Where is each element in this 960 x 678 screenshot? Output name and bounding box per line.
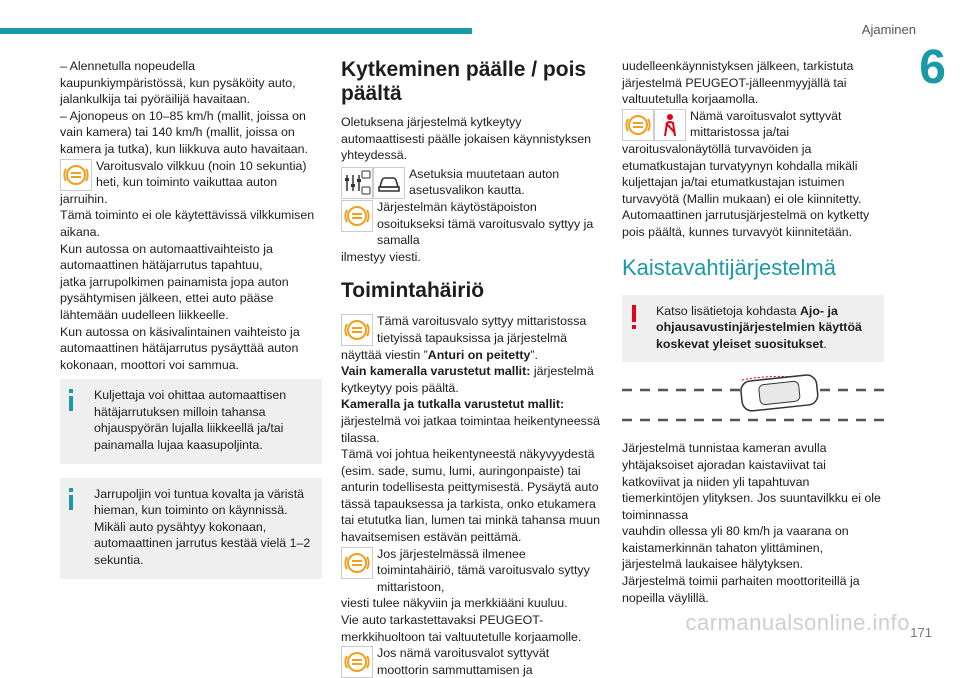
heading-on-off: Kytkeminen päälle / pois päältä	[341, 58, 587, 105]
emergency-braking-warning-icon	[341, 547, 373, 579]
paragraph: Kun autossa on automaattivaihteisto ja automaattinen hätäjarrutus tapahtuu,	[60, 241, 273, 273]
paragraph: jatka jarrupolkimen painamista jopa auton pysähtymisen jälkeen, ettei auto pääse lähtemään uudelleen liikkeelle.	[60, 274, 289, 322]
heading-fault: Toimintahäiriö	[341, 279, 485, 303]
paragraph: Kun autossa on käsivalintainen vaihteisto ja automaattinen hätäjarrutus pysäyttää auton kokonaan, moottori voi sammua.	[60, 324, 300, 372]
emergency-braking-off-icon	[341, 200, 373, 232]
paragraph: – Alennetulla nopeudella kaupunkiympäristössä, kun pysäköity auto, jalankulkija tai pyöräilijä havaitaan.	[60, 59, 296, 107]
heading-lane-keeping: Kaistavahtijärjestelmä	[622, 254, 836, 280]
chapter-number: 6	[919, 41, 946, 94]
paragraph: Vain kameralla varustetut mallit: järjestelmä kytkeytyy pois päältä.	[341, 364, 594, 395]
watermark: carmanualsonline.info	[685, 610, 910, 635]
info-note-text: Kuljettaja voi ohittaa automaattisen hätäjarrutuksen milloin tahansa ohjauspyörän lujalla liikkeellä ja/tai painamalla lujaa kaasupoljinta.	[94, 388, 287, 453]
settings-menu-icon	[341, 167, 373, 199]
icon-paragraph	[341, 199, 603, 249]
icon-paragraph	[341, 546, 603, 596]
paragraph: näyttää viestin ”Anturi on peitetty”.	[341, 347, 538, 362]
column-2	[341, 58, 603, 678]
icon-paragraph-text: Jos nämä varoitusvalot syttyvät moottorin sammuttamisen ja	[377, 646, 550, 677]
paragraph: uudelleenkäynnistyksen jälkeen, tarkistuta järjestelmä PEUGEOT-jälleenmyyjällä tai valtuutetulla korjaamolla.	[622, 59, 854, 107]
warning-note-text: Katso lisätietoja kohdasta Ajo- ja ohjausavustinjärjestelmien käyttöä koskevat yleiset suositukset.	[656, 303, 862, 351]
warning-note	[622, 295, 884, 363]
icon-paragraph	[622, 108, 884, 141]
lane-departure-illustration	[622, 374, 884, 430]
paragraph: – Ajonopeus on 10–85 km/h (mallit, joissa on vain kamera) tai 140 km/h (mallit, joissa on kamera ja tutka), kun liikkuva auto havaitaan.	[60, 108, 308, 156]
emergency-braking-warning-icon	[622, 109, 654, 141]
icon-paragraph-text: Jos järjestelmässä ilmenee toimintahäiriö, tämä varoitusvalo syttyy mittaristoon,	[377, 546, 590, 594]
paragraph: Kameralla ja tutkalla varustetut mallit: järjestelmä voi jatkaa toimintaa heikentyneessä tilassa.	[341, 397, 600, 445]
emergency-braking-warning-icon	[60, 159, 92, 191]
info-note	[60, 379, 322, 463]
paragraph: varoitusvalonäytöllä turvavöiden ja etumatkustajan turvatyynyn kohdalla mikäli kuljettajan ja/tai etumatkustajan istuimen turvavyötä (Mallin mukaan) ei ole kiinnitetty. Automaattinen jarrutusjärjestelmä on kytketty pois päältä, kunnes turvavyöt kiinnitetään.	[622, 141, 870, 239]
paragraph: Tämä toiminto ei ole käytettävissä vilkkumisen aikana.	[60, 208, 315, 239]
icon-paragraph-text: Tämä varoitusvalo syttyy mittaristossa tietyissä tapauksissa ja järjestelmä	[377, 314, 587, 345]
paragraph: Oletuksena järjestelmä kytkeytyy automaattisesti päälle jokaisen käynnistyksen yhteydessä.	[341, 115, 592, 163]
info-note-text: Jarrupoljin voi tuntua kovalta ja väristä hieman, kun toiminto on käynnissä. Mikäli auto pysähtyy kokonaan, automaattinen jarrutus kestää vielä 1–2 sekuntia.	[94, 486, 311, 568]
header-accent-bar	[0, 28, 472, 34]
icon-paragraph	[341, 166, 603, 199]
icon-paragraph	[341, 645, 603, 678]
info-note	[60, 478, 322, 579]
icon-paragraph-text: Asetuksia muutetaan auton asetusvalikon kautta.	[409, 166, 560, 198]
paragraph: viesti tulee näkyviin ja merkkiääni kuuluu.	[341, 596, 568, 611]
column-1	[60, 58, 322, 579]
alert-exclamation-icon	[630, 305, 638, 331]
info-icon	[66, 488, 76, 510]
column-3	[622, 58, 884, 606]
paragraph: Tämä voi johtua heikentyneestä näkyvyydestä (esim. sade, sumu, lumi, auringonpaiste) tai anturin todellisesta peittymisestä. Pysäytä auto tässä tapauksessa ja tarkista, onko etukamera tai etututka lian, lumen tai minkä tahansa muun havaitsemisen estävän peittämä.	[341, 447, 600, 545]
page-number: 171	[910, 625, 932, 640]
icon-paragraph-text: Järjestelmän käytöstäpoiston osoitukseksi tämä varoitusvalo syttyy ja samalla	[377, 199, 594, 248]
seatbelt-warning-icon	[654, 109, 686, 141]
paragraph: Vie auto tarkastettavaksi PEUGEOT-merkkihuoltoon tai valtuutetulle korjaamolle.	[341, 613, 582, 644]
car-icon	[373, 167, 405, 199]
icon-paragraph	[60, 158, 322, 191]
icon-paragraph-text: Nämä varoitusvalot syttyvät mittaristossa ja/tai	[690, 108, 842, 140]
icon-paragraph	[341, 313, 603, 346]
emergency-braking-warning-icon	[341, 646, 373, 678]
paragraph: Järjestelmä tunnistaa kameran avulla yhtäjaksoiset ajoradan kaistaviivat tai katkoviivat ja niiden yli tapahtuvan tiemerkintöjen ylityksen. Jos suuntavilkku ei ole toiminnassa	[622, 441, 881, 522]
section-title: Ajaminen	[861, 22, 916, 37]
paragraph: ilmestyy viesti.	[341, 249, 421, 264]
info-icon	[66, 389, 76, 411]
paragraph: vauhdin ollessa yli 80 km/h ja vaarana on kaistamerkinnän tahaton ylittäminen, järjestelmä laukaisee hälytyksen.	[622, 524, 849, 572]
paragraph: Järjestelmä toimii parhaiten moottoriteillä ja nopeilla väylillä.	[622, 574, 860, 605]
sensor-covered-message: Anturi on peitetty	[427, 347, 531, 362]
paragraph: jarruihin.	[60, 191, 108, 206]
icon-paragraph-text: Varoitusvalo vilkkuu (noin 10 sekuntia) heti, kun toiminto vaikuttaa auton	[96, 158, 307, 190]
emergency-braking-warning-icon	[341, 314, 373, 346]
